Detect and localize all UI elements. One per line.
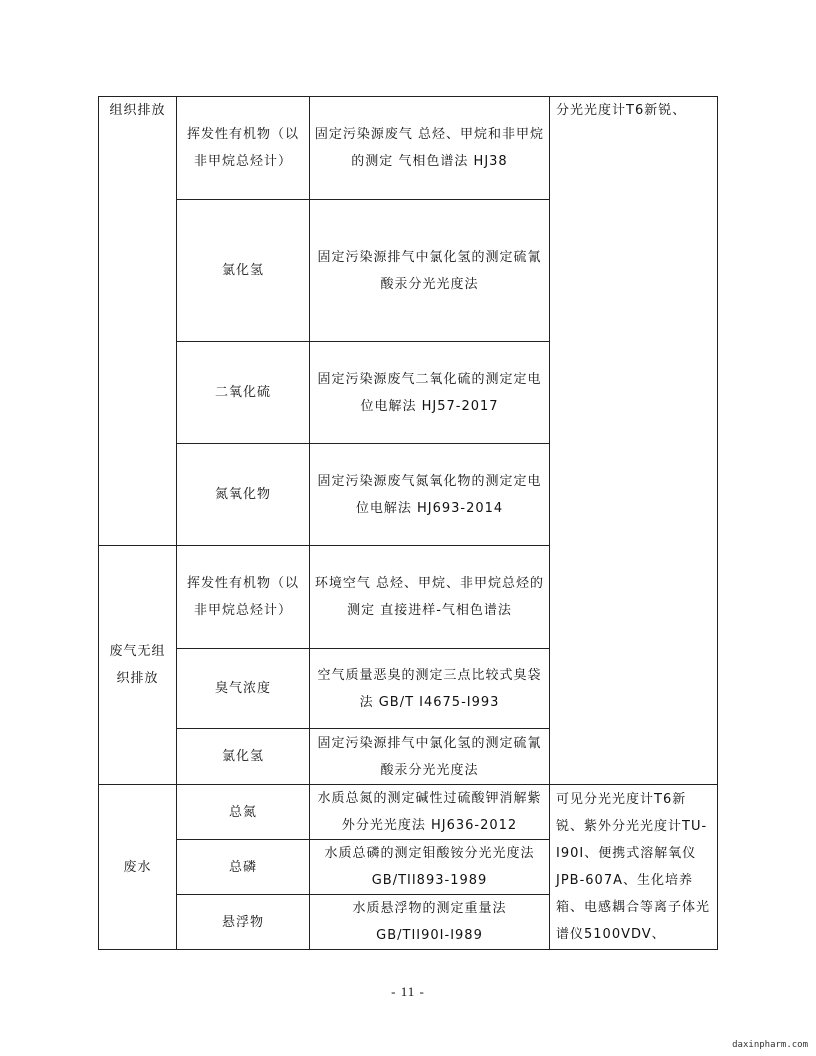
- item-cell: 悬浮物: [177, 895, 310, 950]
- item-cell: 总氮: [177, 785, 310, 840]
- item-cell: 氯化氢: [177, 200, 310, 342]
- watermark-text: daxinpharm.com: [732, 1040, 808, 1050]
- table-row: [99, 97, 718, 200]
- method-cell: 水质总磷的测定钼酸铵分光光度法 GB/TII893-1989: [310, 840, 550, 895]
- category-cell: 废水: [99, 785, 177, 950]
- method-cell: 固定污染源废气 总烃、甲烷和非甲烷的测定 气相色谱法 HJ38: [310, 97, 550, 200]
- method-cell: 水质悬浮物的测定重量法 GB/TII90I-I989: [310, 895, 550, 950]
- item-cell: 氯化氢: [177, 729, 310, 785]
- method-cell: 空气质量恶臭的测定三点比较式臭袋法 GB/T I4675-I993: [310, 649, 550, 729]
- item-cell: 挥发性有机物（以非甲烷总烃计）: [177, 97, 310, 200]
- method-cell: 固定污染源排气中氯化氢的测定硫氰酸汞分光光度法: [310, 200, 550, 342]
- item-cell: 氮氧化物: [177, 444, 310, 546]
- monitoring-methods-table: [98, 96, 718, 950]
- method-cell: 环境空气 总烃、甲烷、非甲烷总烃的测定 直接进样-气相色谱法: [310, 546, 550, 649]
- item-cell: 二氧化硫: [177, 342, 310, 444]
- method-cell: 固定污染源废气氮氧化物的测定定电位电解法 HJ693-2014: [310, 444, 550, 546]
- table-row: [99, 785, 718, 840]
- page-number: - 11 -: [391, 984, 425, 999]
- instrument-cell: 可见分光光度计T6新锐、紫外分光光度计TU-I90I、便携式溶解氧仪 JPB-607A、生化培养箱、电感耦合等离子体光谱仪5100VDV、: [550, 785, 718, 950]
- category-cell: 废气无组织排放: [99, 546, 177, 785]
- method-cell: 水质总氮的测定碱性过硫酸钾消解紫外分光光度法 HJ636-2012: [310, 785, 550, 840]
- method-cell: 固定污染源排气中氯化氢的测定硫氰酸汞分光光度法: [310, 729, 550, 785]
- instrument-cell: 分光光度计T6新锐、: [550, 97, 718, 785]
- item-cell: 挥发性有机物（以非甲烷总烃计）: [177, 546, 310, 649]
- item-cell: 总磷: [177, 840, 310, 895]
- method-cell: 固定污染源废气二氧化硫的测定定电位电解法 HJ57-2017: [310, 342, 550, 444]
- category-cell: 组织排放: [99, 97, 177, 546]
- item-cell: 臭气浓度: [177, 649, 310, 729]
